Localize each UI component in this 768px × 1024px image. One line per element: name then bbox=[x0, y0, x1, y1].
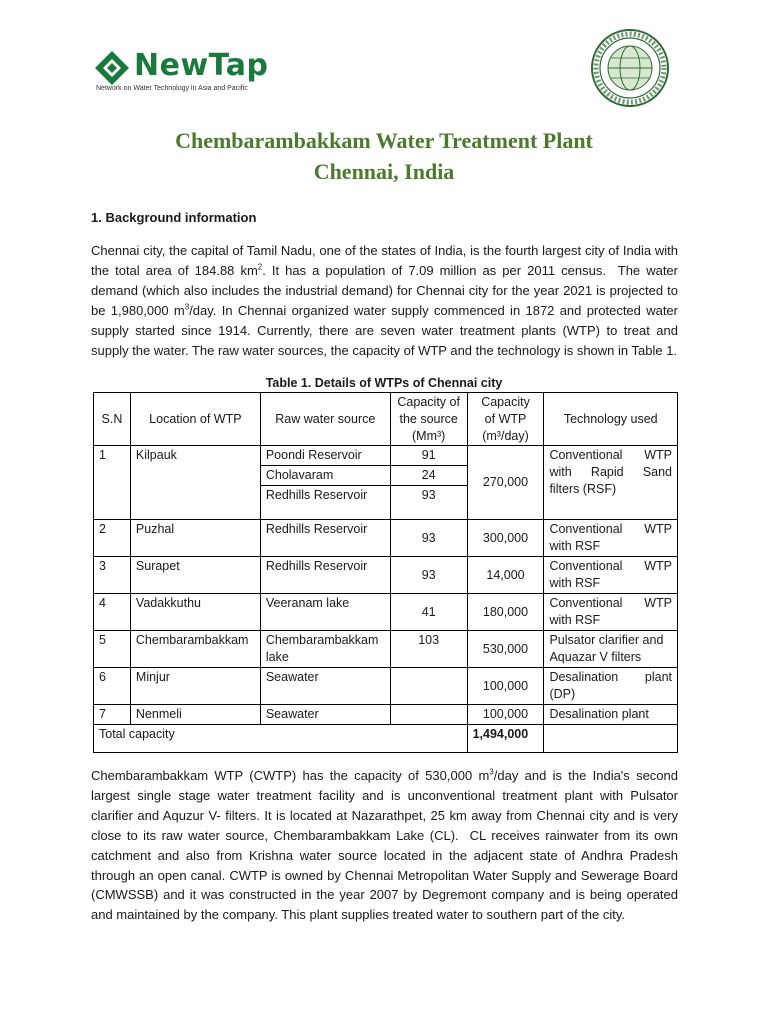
header-source: Raw water source bbox=[260, 393, 390, 446]
header-location: Location of WTP bbox=[130, 393, 260, 446]
table-row: Cholavaram 24 bbox=[94, 466, 678, 486]
section-heading: 1. Background information bbox=[91, 210, 257, 225]
logo-tagline: Network on Water Technology in Asia and Pacific bbox=[96, 85, 248, 92]
table-row: 7 Nenmeli Seawater 100,000 Desalination plant bbox=[94, 705, 678, 725]
table-row: 4 Vadakkuthu Veeranam lake 41 180,000 Conventional WTP with RSF bbox=[94, 594, 678, 631]
paragraph-background: Chennai city, the capital of Tamil Nadu, one of the states of India, is the fourth largest city of India with the total area of 184.88 $km^2$. It has a population of 7.09 million as per 2011 census. The water demand (which also includes the industrial demand) for Chennai city for the year 2021 is projected to be 1,980,000 $m^3$/day. In Chennai organized water supply commenced in 1872 and protected water supply started since 1914. Currently, there are seven water treatment plants (WTP) to treat and supply the water. The raw water sources, the capacity of WTP and the technology is shown in Table 1. bbox=[91, 243, 678, 358]
table-caption: Table 1. Details of WTPs of Chennai city bbox=[265, 376, 503, 390]
header-technology: Technology used bbox=[544, 393, 678, 446]
header-capacity-wtp: Capacity of WTP (m³/day) bbox=[467, 393, 544, 446]
table-row: 2 Puzhal Redhills Reservoir 93 300,000 Conventional WTP with RSF bbox=[94, 520, 678, 557]
table-row: 6 Minjur Seawater 100,000 Desalination plant (DP) bbox=[94, 668, 678, 705]
table-row: 3 Surapet Redhills Reservoir 93 14,000 Conventional WTP with RSF bbox=[94, 557, 678, 594]
header-capacity-source: Capacity of the source (Mm³) bbox=[390, 393, 467, 446]
institute-seal-icon bbox=[590, 28, 670, 108]
newtap-logo bbox=[94, 46, 304, 96]
logo-name: NewTap bbox=[134, 48, 269, 83]
table-row: 1 Kilpauk Poondi Reservoir 91 270,000 Conventional WTP with Rapid Sand filters (RSF) bbox=[94, 446, 678, 466]
total-value: 1,494,000 bbox=[467, 725, 544, 753]
table-row: 5 Chembarambakkam Chembarambakkam lake 103 530,000 Pulsator clarifier and Aquazar V filters bbox=[94, 631, 678, 668]
document-title: Chembarambakkam Water Treatment Plant bbox=[175, 128, 593, 153]
wtp-table bbox=[93, 392, 678, 753]
table-row: Redhills Reservoir 93 bbox=[94, 486, 678, 520]
table-total-row bbox=[94, 725, 678, 753]
paragraph-cwtp: Chembarambakkam WTP (CWTP) has the capacity of 530,000 $m^3$/day and is the India's second largest single stage water treatment facility and is unconventional treatment plant with Pulsator clarifier and Aquzur V- filters. It is located at Nazarathpet, 25 km away from Chennai city and is very close to its raw water source, Chembarambakkam Lake (CL). CL receives rainwater from its own catchment and also from Krishna water source located in the adjacent state of Andhra Pradesh through an open canal. CWTP is owned by Chennai Metropolitan Water Supply and Sewerage Board (CMWSSB) and it was constructed in the year 2007 by Degremont company and is being operated and maintained by the company. This plant supplies treated water to southern part of the city. bbox=[91, 767, 678, 923]
header-sn: S.N bbox=[94, 393, 131, 446]
diamond-logo-icon bbox=[94, 50, 130, 86]
table-header-row bbox=[94, 393, 678, 446]
document-subtitle: Chennai, India bbox=[313, 159, 455, 184]
total-label: Total capacity bbox=[94, 725, 468, 753]
